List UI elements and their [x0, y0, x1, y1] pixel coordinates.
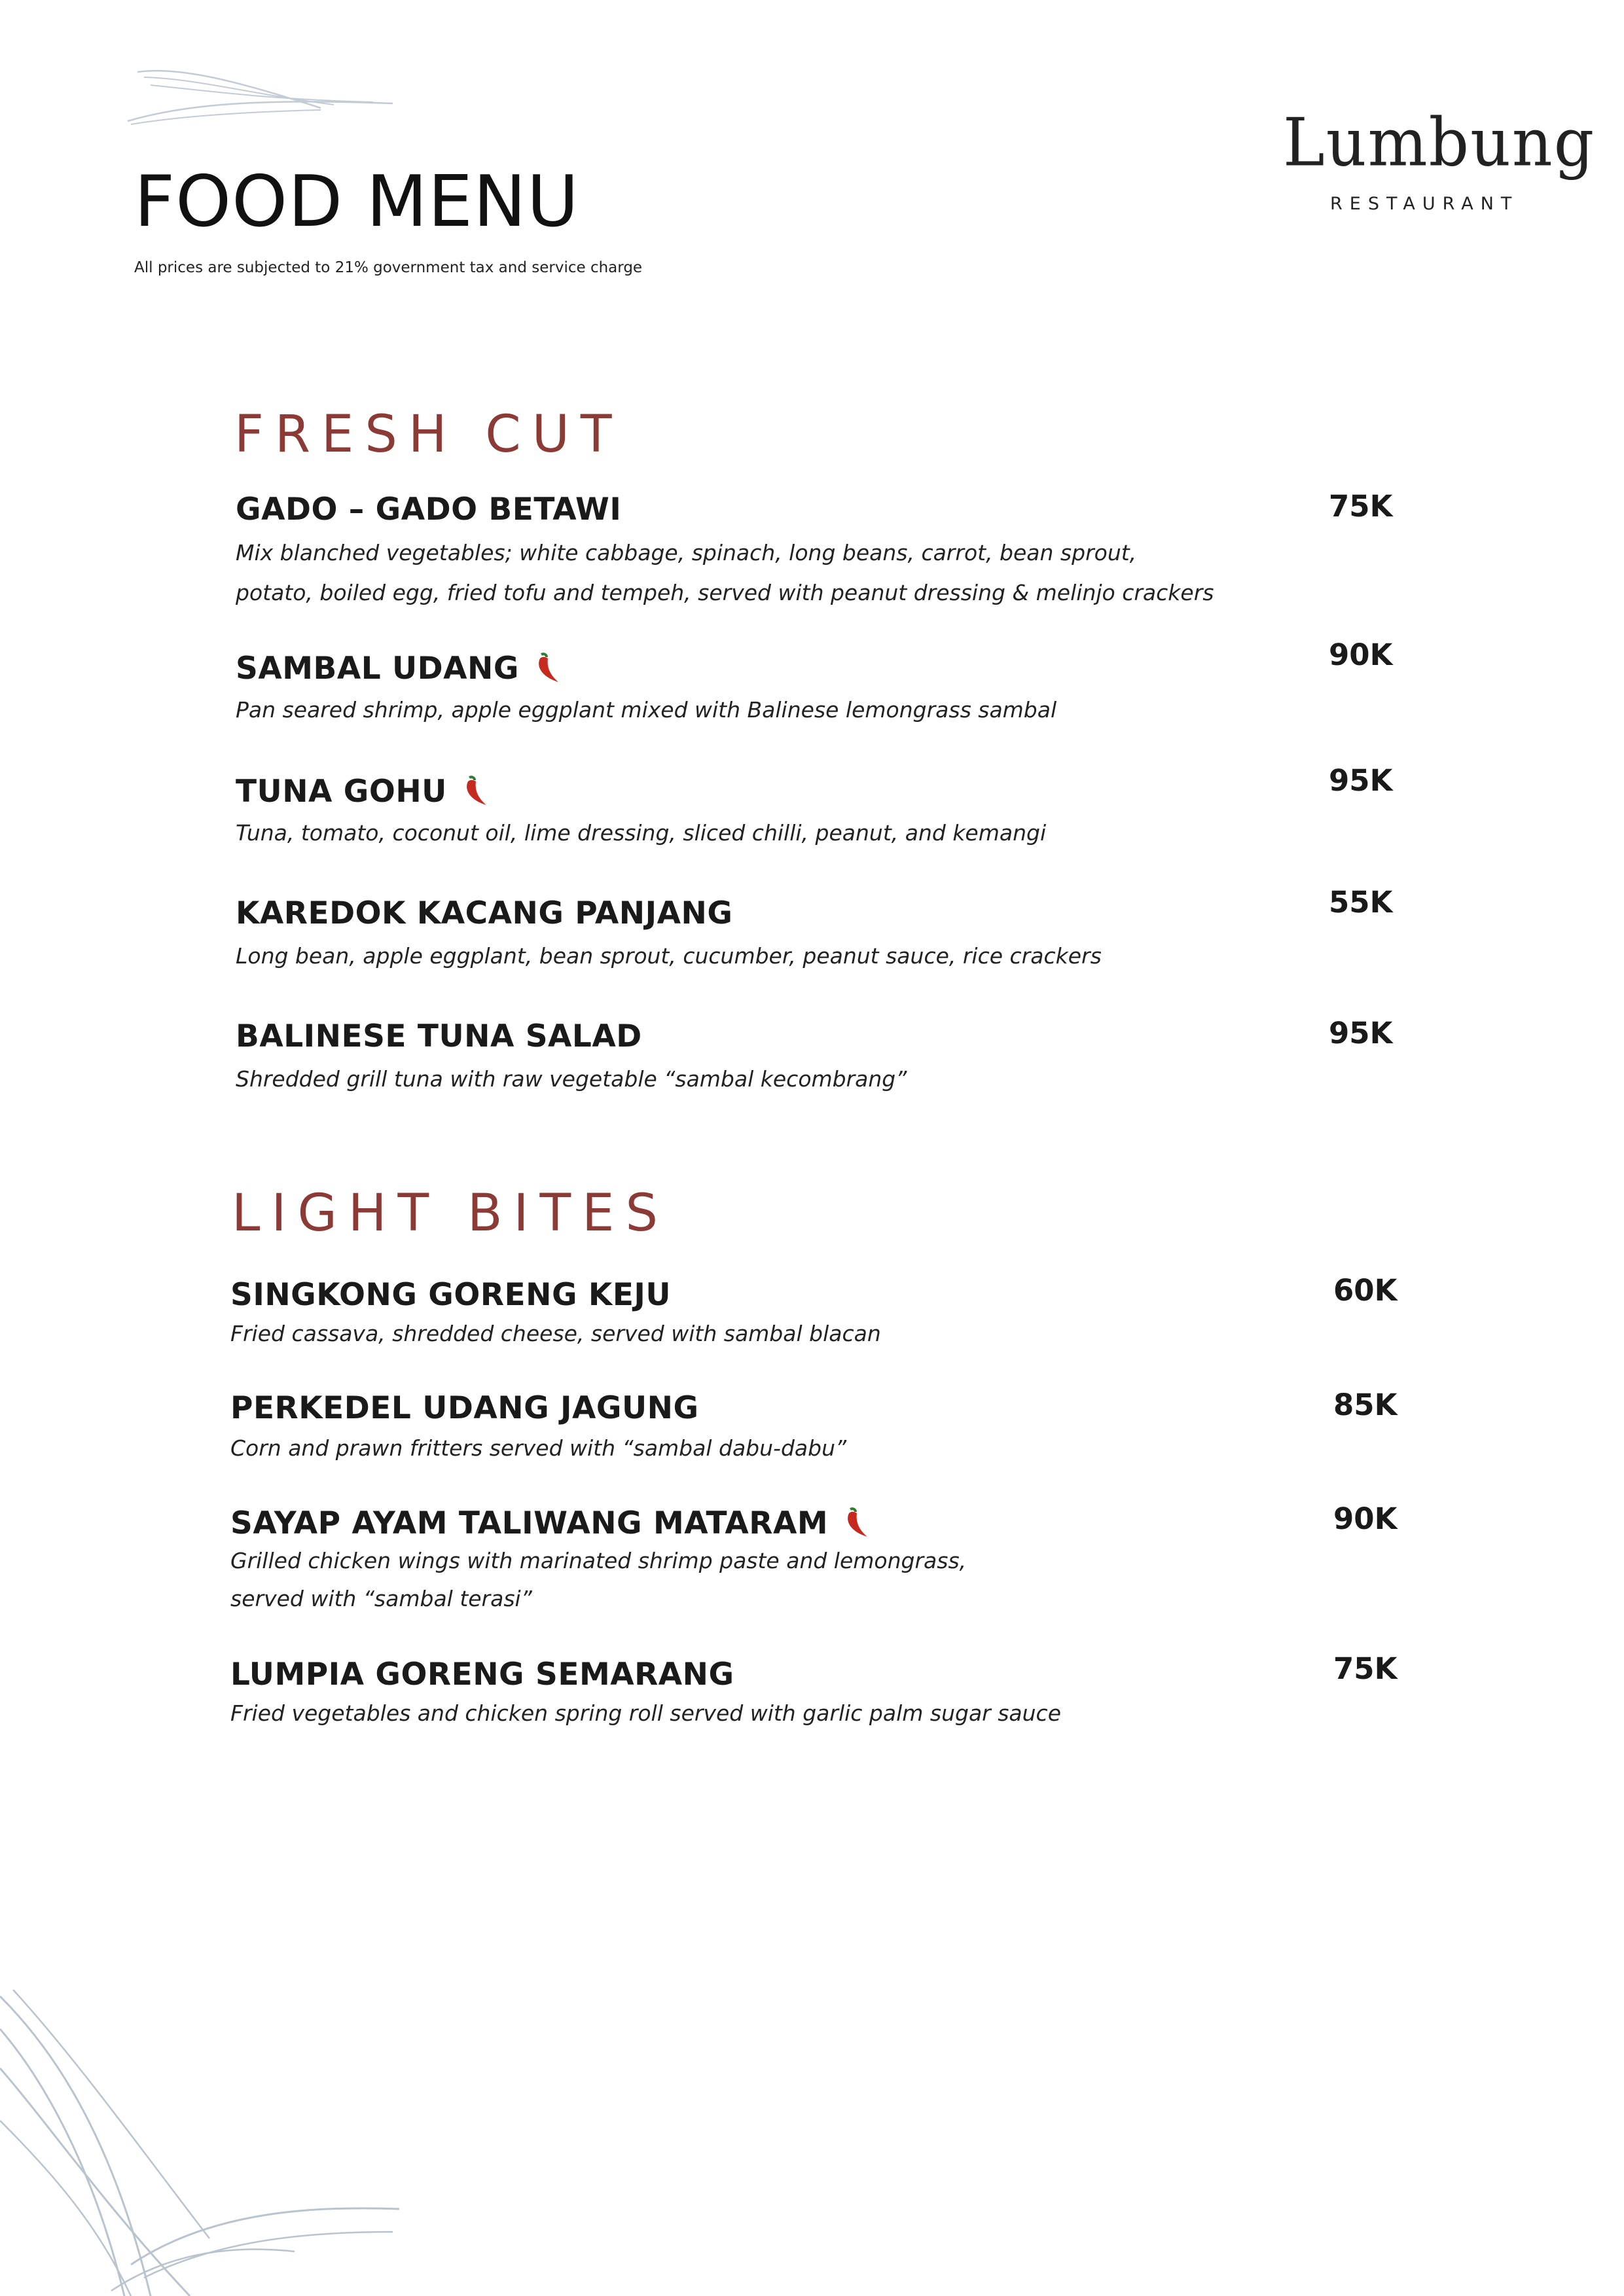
- item-name: BALINESE TUNA SALAD: [236, 1018, 642, 1054]
- item-description: Shredded grill tuna with raw vegetable “sambal kecombrang”: [236, 1066, 907, 1092]
- chili-icon: [461, 775, 490, 808]
- restaurant-logo: [1283, 104, 1596, 223]
- logo-subtitle: RESTAURANT: [1330, 194, 1519, 214]
- leaf-decoration-bottom: [0, 1990, 419, 2296]
- item-name: TUNA GOHU: [236, 775, 490, 808]
- item-price: 95K: [1329, 1016, 1393, 1050]
- chili-icon: [533, 652, 562, 685]
- item-price: 90K: [1333, 1501, 1398, 1536]
- item-description: Tuna, tomato, coconut oil, lime dressing, sliced chilli, peanut, and kemangi: [236, 820, 1047, 846]
- item-description: Fried vegetables and chicken spring roll served with garlic palm sugar sauce: [230, 1700, 1062, 1726]
- item-description: potato, boiled egg, fried tofu and tempeh, served with peanut dressing & melinjo crackers: [236, 580, 1214, 605]
- item-name: SAYAP AYAM TALIWANG MATARAM: [230, 1507, 871, 1539]
- item-name: SINGKONG GORENG KEJU: [230, 1277, 672, 1313]
- item-description: Corn and prawn fritters served with “sambal dabu-dabu”: [230, 1435, 847, 1461]
- item-description: Fried cassava, shredded cheese, served with sambal blacan: [230, 1321, 881, 1346]
- item-description: Pan seared shrimp, apple eggplant mixed with Balinese lemongrass sambal: [236, 697, 1057, 723]
- item-name: KAREDOK KACANG PANJANG: [236, 895, 733, 931]
- section-title-fresh-cut: FRESH CUT: [234, 405, 623, 464]
- item-price: 85K: [1333, 1388, 1398, 1422]
- item-description: served with “sambal terasi”: [230, 1586, 532, 1611]
- item-name: LUMPIA GORENG SEMARANG: [230, 1657, 734, 1693]
- item-description: Long bean, apple eggplant, bean sprout, cucumber, peanut sauce, rice crackers: [236, 943, 1102, 969]
- item-price: 75K: [1333, 1651, 1398, 1686]
- item-price: 75K: [1329, 489, 1393, 524]
- item-price: 60K: [1333, 1273, 1398, 1308]
- item-price: 55K: [1329, 885, 1393, 920]
- leaf-decoration-top: [124, 59, 406, 131]
- item-name: SAMBAL UDANG: [236, 652, 562, 685]
- section-title-light-bites: LIGHT BITES: [232, 1184, 669, 1243]
- item-name: GADO – GADO BETAWI: [236, 492, 622, 528]
- logo-name: Lumbung: [1283, 104, 1596, 181]
- item-description: Grilled chicken wings with marinated shrimp paste and lemongrass,: [230, 1548, 967, 1573]
- item-name: PERKEDEL UDANG JAGUNG: [230, 1390, 699, 1426]
- item-price: 90K: [1329, 637, 1393, 672]
- chili-icon: [842, 1507, 871, 1539]
- item-price: 95K: [1329, 763, 1393, 798]
- page-title: FOOD MENU: [134, 161, 579, 243]
- item-description: Mix blanched vegetables; white cabbage, spinach, long beans, carrot, bean sprout,: [236, 540, 1137, 565]
- tax-notice: All prices are subjected to 21% government tax and service charge: [134, 259, 643, 276]
